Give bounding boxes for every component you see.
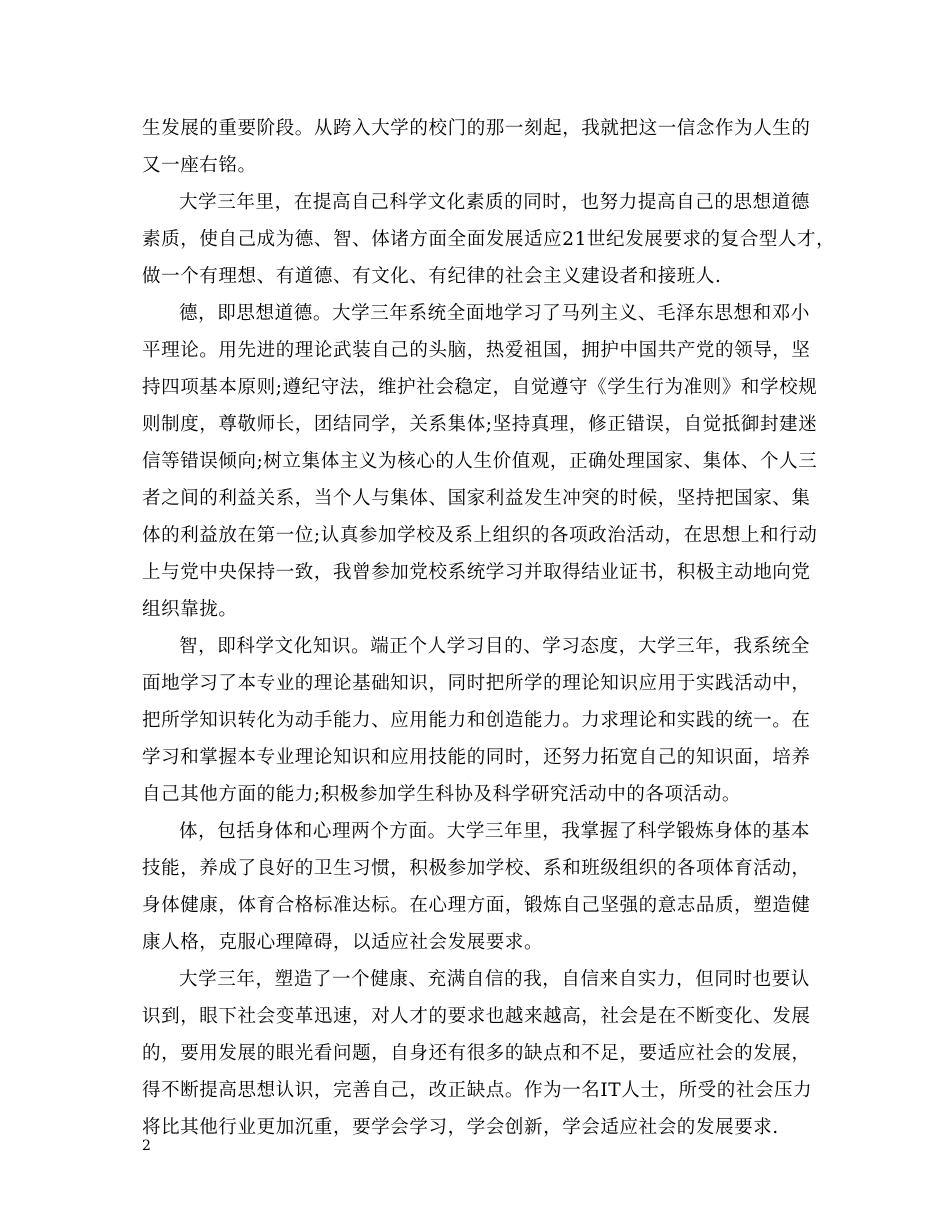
text-line: 大学三年，塑造了一个健康、充满自信的我，自信来自实力，但同时也要认 <box>179 969 810 990</box>
text-line: 技能，养成了良好的卫生习惯，积极参加学校、系和班级组织的各项体育活动， <box>142 858 811 879</box>
text-line: 素质，使自己成为德、智、体诸方面全面发展适应21世纪发展要求的复合型人才， <box>142 229 836 250</box>
text-line: 得不断提高思想认识，完善自己，改正缺点。作为一名IT人士，所受的社会压力 <box>142 1080 813 1101</box>
text-line: 信等错误倾向;树立集体主义为核心的人生价值观，正确处理国家、集体、个人三 <box>142 451 818 472</box>
text-line: 德，即思想道德。大学三年系统全面地学习了马列主义、毛泽东思想和邓小 <box>179 303 810 324</box>
text-line: 大学三年里，在提高自己科学文化素质的同时，也努力提高自己的思想道德 <box>179 192 810 213</box>
paragraph-3 <box>142 295 818 628</box>
text-line: 将比其他行业更加沉重，要学会学习，学会创新，学会适应社会的发展要求. <box>142 1117 779 1138</box>
text-line: 平理论。用先进的理论武装自己的头脑，热爱祖国，拥护中国共产党的领导，坚 <box>142 340 811 361</box>
text-line: 身体健康，体育合格标准达标。在心理方面，锻炼自己坚强的意志品质，塑造健 <box>142 895 811 916</box>
text-line: 做一个有理想、有道德、有文化、有纪律的社会主义建设者和接班人. <box>142 266 722 287</box>
text-line: 自己其他方面的能力;积极参加学生科协及科学研究活动中的各项活动。 <box>142 784 741 805</box>
text-line: 又一座右铭。 <box>142 155 257 176</box>
text-line: 康人格，克服心理障碍，以适应社会发展要求。 <box>142 932 544 953</box>
text-line: 上与党中央保持一致，我曾参加党校系统学习并取得结业证书，积极主动地向党 <box>142 562 811 583</box>
page-number: 2 <box>142 1138 151 1154</box>
text-line: 的，要用发展的眼光看问题，自身还有很多的缺点和不足，要适应社会的发展， <box>142 1043 811 1064</box>
paragraph-1 <box>142 110 810 184</box>
paragraph-6 <box>142 961 813 1146</box>
text-line: 学习和掌握本专业理论知识和应用技能的同时，还努力拓宽自己的知识面，培养 <box>142 747 811 768</box>
text-line: 体的利益放在第一位;认真参加学校及系上组织的各项政治活动，在思想上和行动 <box>142 525 818 546</box>
text-line: 体，包括身体和心理两个方面。大学三年里，我掌握了科学锻炼身体的基本 <box>179 821 810 842</box>
text-line: 组织靠拢。 <box>142 599 238 620</box>
paragraph-5 <box>142 813 810 961</box>
document-body <box>142 110 836 1146</box>
paragraph-2 <box>142 184 836 295</box>
paragraph-4 <box>142 628 810 813</box>
text-line: 识到，眼下社会变革迅速，对人才的要求也越来越高，社会是在不断变化、发展 <box>142 1006 811 1027</box>
text-line: 面地学习了本专业的理论基础知识，同时把所学的理论知识应用于实践活动中， <box>142 673 811 694</box>
text-line: 把所学知识转化为动手能力、应用能力和创造能力。力求理论和实践的统一。在 <box>142 710 811 731</box>
text-line: 持四项基本原则;遵纪守法，维护社会稳定，自觉遵守《学生行为准则》和学校规 <box>142 377 818 398</box>
text-line: 者之间的利益关系，当个人与集体、国家利益发生冲突的时候，坚持把国家、集 <box>142 488 811 509</box>
text-line: 生发展的重要阶段。从跨入大学的校门的那一刻起，我就把这一信念作为人生的 <box>142 118 811 139</box>
text-line: 智，即科学文化知识。端正个人学习目的、学习态度，大学三年，我系统全 <box>179 636 810 657</box>
text-line: 则制度，尊敬师长，团结同学，关系集体;坚持真理，修正错误，自觉抵御封建迷 <box>142 414 818 435</box>
